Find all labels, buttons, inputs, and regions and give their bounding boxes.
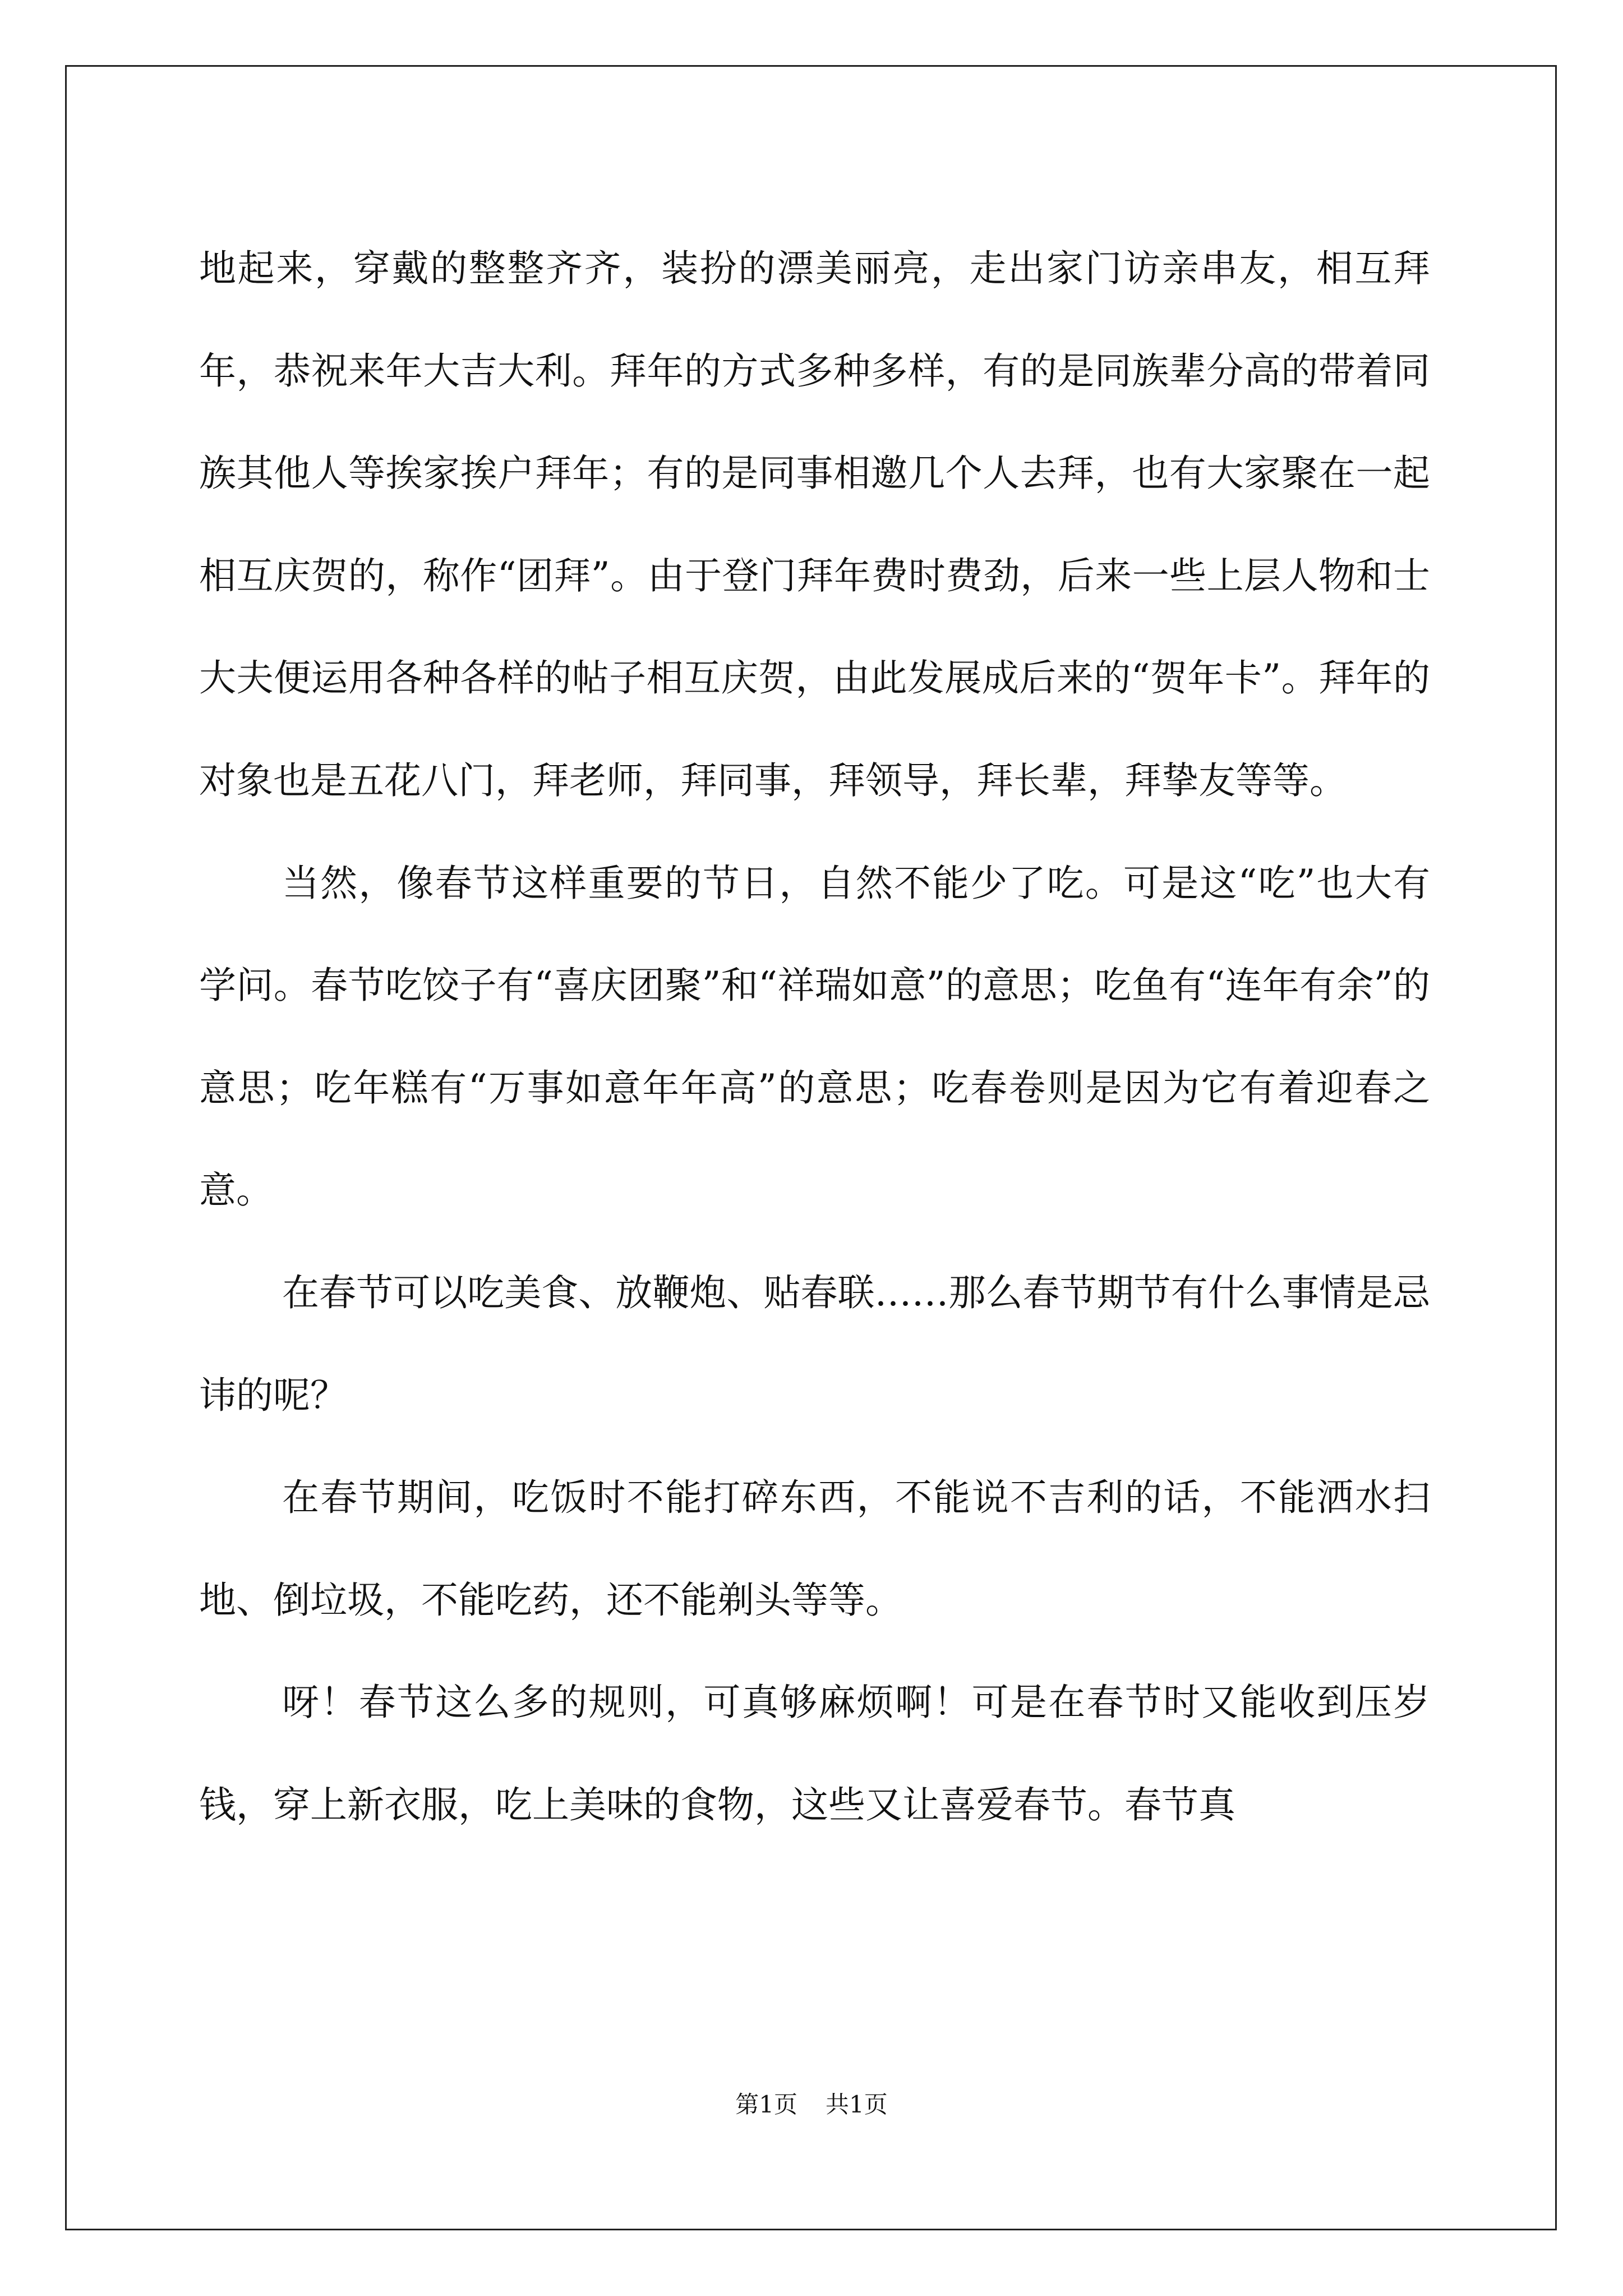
page-number: 第1页 bbox=[735, 2091, 797, 2118]
document-body bbox=[199, 218, 1430, 1857]
page-total: 共1页 bbox=[826, 2091, 888, 2118]
paragraph-2: 当然，像春节这样重要的节日，自然不能少了吃。可是这“吃”也大有学问。春节吃饺子有“喜庆团聚”和“祥瑞如意”的意思；吃鱼有“连年有余”的意思；吃年糕有“万事如意年年高”的意思；吃春卷则是因为它有着迎春之意。 bbox=[199, 861, 1430, 1212]
paragraph-1: 地起来，穿戴的整整齐齐，装扮的漂美丽亮，走出家门访亲串友，相互拜年，恭祝来年大吉大利。拜年的方式多种多样，有的是同族辈分高的带着同族其他人等挨家挨户拜年；有的是同事相邀几个人去拜，也有大家聚在一起相互庆贺的，称作“团拜”。由于登门拜年费时费劲，后来一些上层人物和士大夫便运用各种各样的帖子相互庆贺，由此发展成后来的“贺年卡”。拜年的对象也是五花八门，拜老师，拜同事，拜领导，拜长辈，拜挚友等等。 bbox=[199, 247, 1430, 802]
page-footer bbox=[0, 2088, 1623, 2122]
paragraph-4: 在春节期间，吃饭时不能打碎东西，不能说不吉利的话，不能洒水扫地、倒垃圾，不能吃药，还不能剃头等等。 bbox=[199, 1476, 1430, 1622]
paragraph-5: 呀！春节这么多的规则，可真够麻烦啊！可是在春节时又能收到压岁钱，穿上新衣服，吃上美味的食物，这些又让喜爱春节。春节真 bbox=[199, 1681, 1430, 1826]
paragraph-3: 在春节可以吃美食、放鞭炮、贴春联……那么春节期节有什么事情是忌讳的呢？ bbox=[199, 1271, 1430, 1417]
